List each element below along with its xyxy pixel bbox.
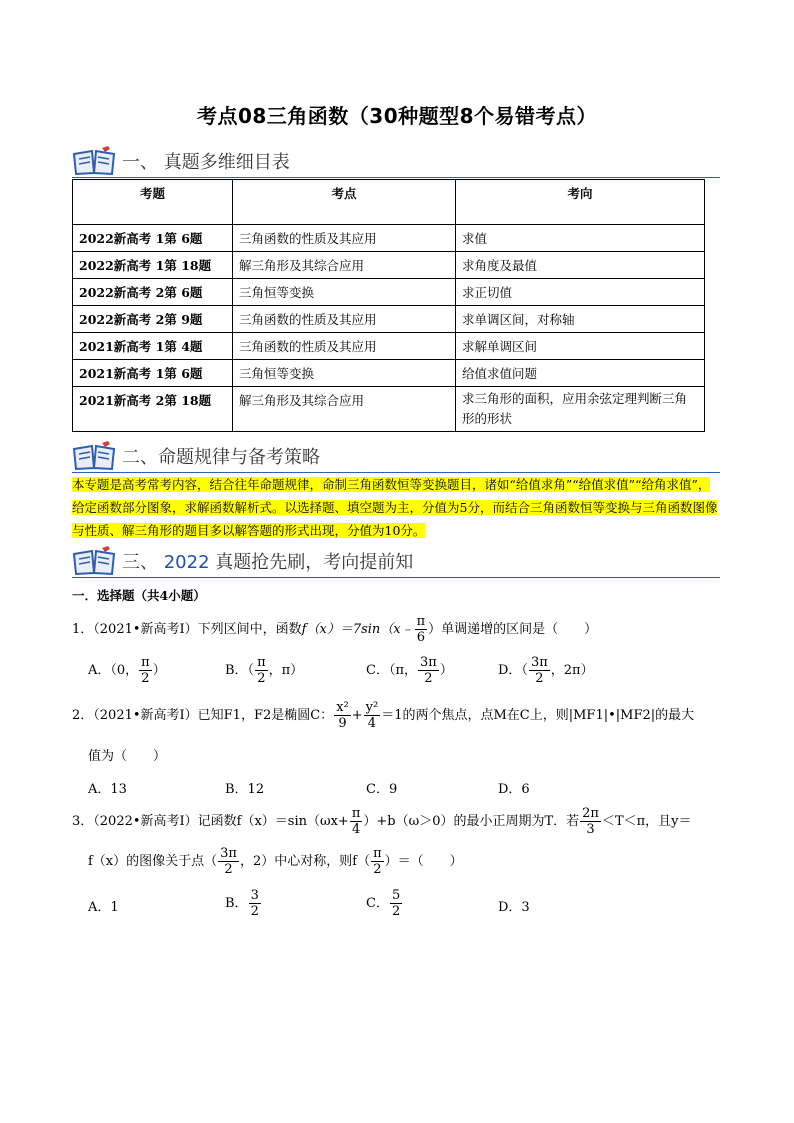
denominator: 4: [351, 822, 361, 837]
section-header-1: [72, 142, 290, 176]
table-cell: 2022新高考 2第 6题: [73, 279, 233, 306]
table-cell: 求三角形的面积，应用余弦定理判断三角形的形状: [456, 387, 705, 432]
option-a[interactable]: A．13: [88, 782, 127, 797]
numerator: 3: [250, 888, 259, 903]
option-b[interactable]: B．12: [225, 782, 265, 797]
exam-table: [72, 179, 705, 432]
fraction: [334, 700, 351, 731]
denominator: 2: [141, 671, 150, 686]
denominator: 2: [424, 671, 433, 686]
q3-stem-mid: ）+b（ω＞0）的最小正周期为T．若: [363, 814, 580, 829]
numerator: x²: [336, 700, 349, 715]
q3-options: [88, 888, 728, 928]
option-b[interactable]: [225, 888, 262, 919]
denominator: 2: [224, 862, 233, 877]
option-d[interactable]: D．6: [498, 782, 530, 797]
table-cell: 2021新高考 2第 18题: [73, 387, 233, 432]
q3-stem: 3．（2022•新高考Ⅰ）记函数f（x）＝sin（ωx+: [72, 814, 349, 829]
fraction: [139, 655, 152, 686]
q3-stem-end: ＜T＜π，且y＝: [601, 814, 692, 829]
denominator: 9: [338, 716, 347, 731]
denominator: 2: [250, 904, 259, 919]
page-title: 考点08三角函数（30种题型8个易错考点）: [196, 104, 598, 128]
table-cell: 求正切值: [456, 279, 705, 306]
table-cell: 求单调区间，对称轴: [456, 306, 705, 333]
option-label: B．（: [225, 663, 255, 678]
fraction: [390, 888, 402, 919]
denominator: 2: [257, 671, 266, 686]
questions-title: 一．选择题（共4小题）: [72, 588, 206, 603]
option-b[interactable]: [225, 655, 303, 686]
table-cell: 2022新高考 1第 18题: [73, 252, 233, 279]
table-cell: 解三角形及其综合应用: [233, 387, 456, 432]
table-cell: 三角恒等变换: [233, 279, 456, 306]
denominator: 4: [367, 716, 377, 731]
numerator: 2π: [582, 806, 599, 821]
option-label-end: ）: [152, 663, 166, 678]
table-row: [73, 279, 705, 306]
table-cell: 三角函数的性质及其应用: [233, 225, 456, 252]
numerator: 3π: [420, 655, 437, 670]
section-header-2: [72, 437, 320, 471]
table-cell: 三角函数的性质及其应用: [233, 333, 456, 360]
table-cell: 解三角形及其综合应用: [233, 252, 456, 279]
fraction: [415, 614, 428, 645]
option-d[interactable]: D．3: [498, 900, 530, 915]
fraction: [249, 888, 261, 919]
table-row: [73, 225, 705, 252]
q3-line2: [88, 846, 748, 877]
table-row: [73, 333, 705, 360]
section-title-3-prefix: 三、: [122, 552, 164, 573]
option-label-end: ）: [439, 663, 453, 678]
denominator: 6: [416, 630, 426, 645]
section-title-2: 二、命题规律与备考策略: [122, 447, 320, 468]
numerator: π: [257, 655, 266, 670]
table-cell: 求值: [456, 225, 705, 252]
table-row: [73, 387, 705, 432]
option-label-end: ，2π）: [550, 663, 594, 678]
q2-stem: 2．（2021•新高考Ⅰ）已知F1，F2是椭圆C：: [72, 708, 334, 723]
book-icon: [72, 146, 116, 176]
table-cell: 求角度及最值: [456, 252, 705, 279]
section-rule-3: [72, 577, 720, 578]
section-header-3: [72, 542, 413, 576]
option-label: C．（π，: [366, 663, 417, 678]
table-cell: 三角恒等变换: [233, 360, 456, 387]
denominator: 3: [586, 822, 595, 837]
option-d[interactable]: [498, 655, 594, 686]
option-label: C．: [366, 896, 389, 911]
numerator: 5: [391, 888, 401, 903]
q2-options: [88, 778, 728, 798]
table-cell: 2022新高考 2第 9题: [73, 306, 233, 333]
q2-stem-mid: ＝1的两个焦点，点M在C上，则|MF1|•|MF2|的最大: [381, 708, 695, 723]
q1-func: f（x）＝7sin（x﹣: [301, 622, 414, 637]
table-row: [73, 252, 705, 279]
fraction: [580, 806, 601, 837]
col-header: 考题: [73, 180, 233, 225]
table-cell: 给值求值问题: [456, 360, 705, 387]
option-label: A．（0，: [88, 663, 139, 678]
q3-line2-mid: ，2）中心对称，则f（: [239, 854, 371, 869]
section-title-3: [122, 548, 413, 576]
numerator: 3π: [530, 655, 548, 670]
option-a[interactable]: A．1: [88, 900, 119, 915]
numerator: 3π: [220, 846, 237, 861]
numerator: y²: [365, 700, 379, 715]
book-icon: [72, 546, 116, 576]
fraction: [529, 655, 550, 686]
fraction: [364, 700, 381, 731]
plus-sign: +: [351, 708, 363, 723]
section-title-3-suffix: 真题抢先刷，考向提前知: [209, 552, 414, 573]
option-a[interactable]: [88, 655, 166, 686]
option-label: B．: [225, 896, 248, 911]
numerator: π: [141, 655, 150, 670]
q2-line2: 值为（ ）: [88, 749, 167, 764]
option-c[interactable]: C．9: [366, 782, 398, 797]
table-cell: 三角函数的性质及其应用: [233, 306, 456, 333]
numerator: π: [373, 846, 382, 861]
table-cell: 2021新高考 1第 6题: [73, 360, 233, 387]
question-1: [72, 614, 732, 645]
denominator: 2: [373, 862, 382, 877]
denominator: 2: [391, 904, 401, 919]
q1-stem: 1．（2021•新高考Ⅰ）下列区间中，函数: [72, 622, 302, 637]
fraction: [350, 806, 363, 837]
section-title-1: 一、 真题多维细目表: [122, 152, 290, 173]
option-c[interactable]: [366, 655, 453, 686]
option-label-end: ，π）: [268, 663, 304, 678]
book-icon: [72, 441, 116, 471]
strategy-paragraph: [72, 473, 722, 542]
table-cell: 求解单调区间: [456, 333, 705, 360]
option-label: D．（: [498, 663, 528, 678]
col-header: 考点: [233, 180, 456, 225]
q1-stem-end: ）单调递增的区间是（ ）: [428, 622, 598, 637]
q1-options: [88, 655, 728, 695]
denominator: 2: [535, 671, 544, 686]
numerator: π: [351, 806, 361, 821]
question-2: [72, 700, 732, 731]
fraction: [218, 846, 239, 877]
numerator: π: [416, 614, 426, 629]
fraction: [255, 655, 268, 686]
strategy-text: 本专题是高考常考内容，结合往年命题规律，命制三角函数恒等变换题目，诸如“给值求角”“给值求值”“给角求值”，给定函数部分图象，求解函数解析式。以选择题、填空题为主，分值为5分，而结合三角函数恒等变换与三角函数图像与性质、解三角形的题目多以解答题的形式出现，分值为10分。: [72, 477, 718, 538]
option-c[interactable]: [366, 888, 403, 919]
q3-line2-end: ）＝（ ）: [384, 854, 463, 869]
question-3: [72, 806, 732, 837]
section-title-3-year: 2022: [163, 552, 210, 573]
table-header-row: [73, 180, 705, 225]
fraction: [371, 846, 384, 877]
section-rule-1: [72, 177, 720, 178]
table-cell: 2021新高考 1第 4题: [73, 333, 233, 360]
table-row: [73, 360, 705, 387]
table-cell: 2022新高考 1第 6题: [73, 225, 233, 252]
fraction: [418, 655, 439, 686]
col-header: 考向: [456, 180, 705, 225]
table-row: [73, 306, 705, 333]
q3-line2-start: f（x）的图像关于点（: [88, 854, 218, 869]
